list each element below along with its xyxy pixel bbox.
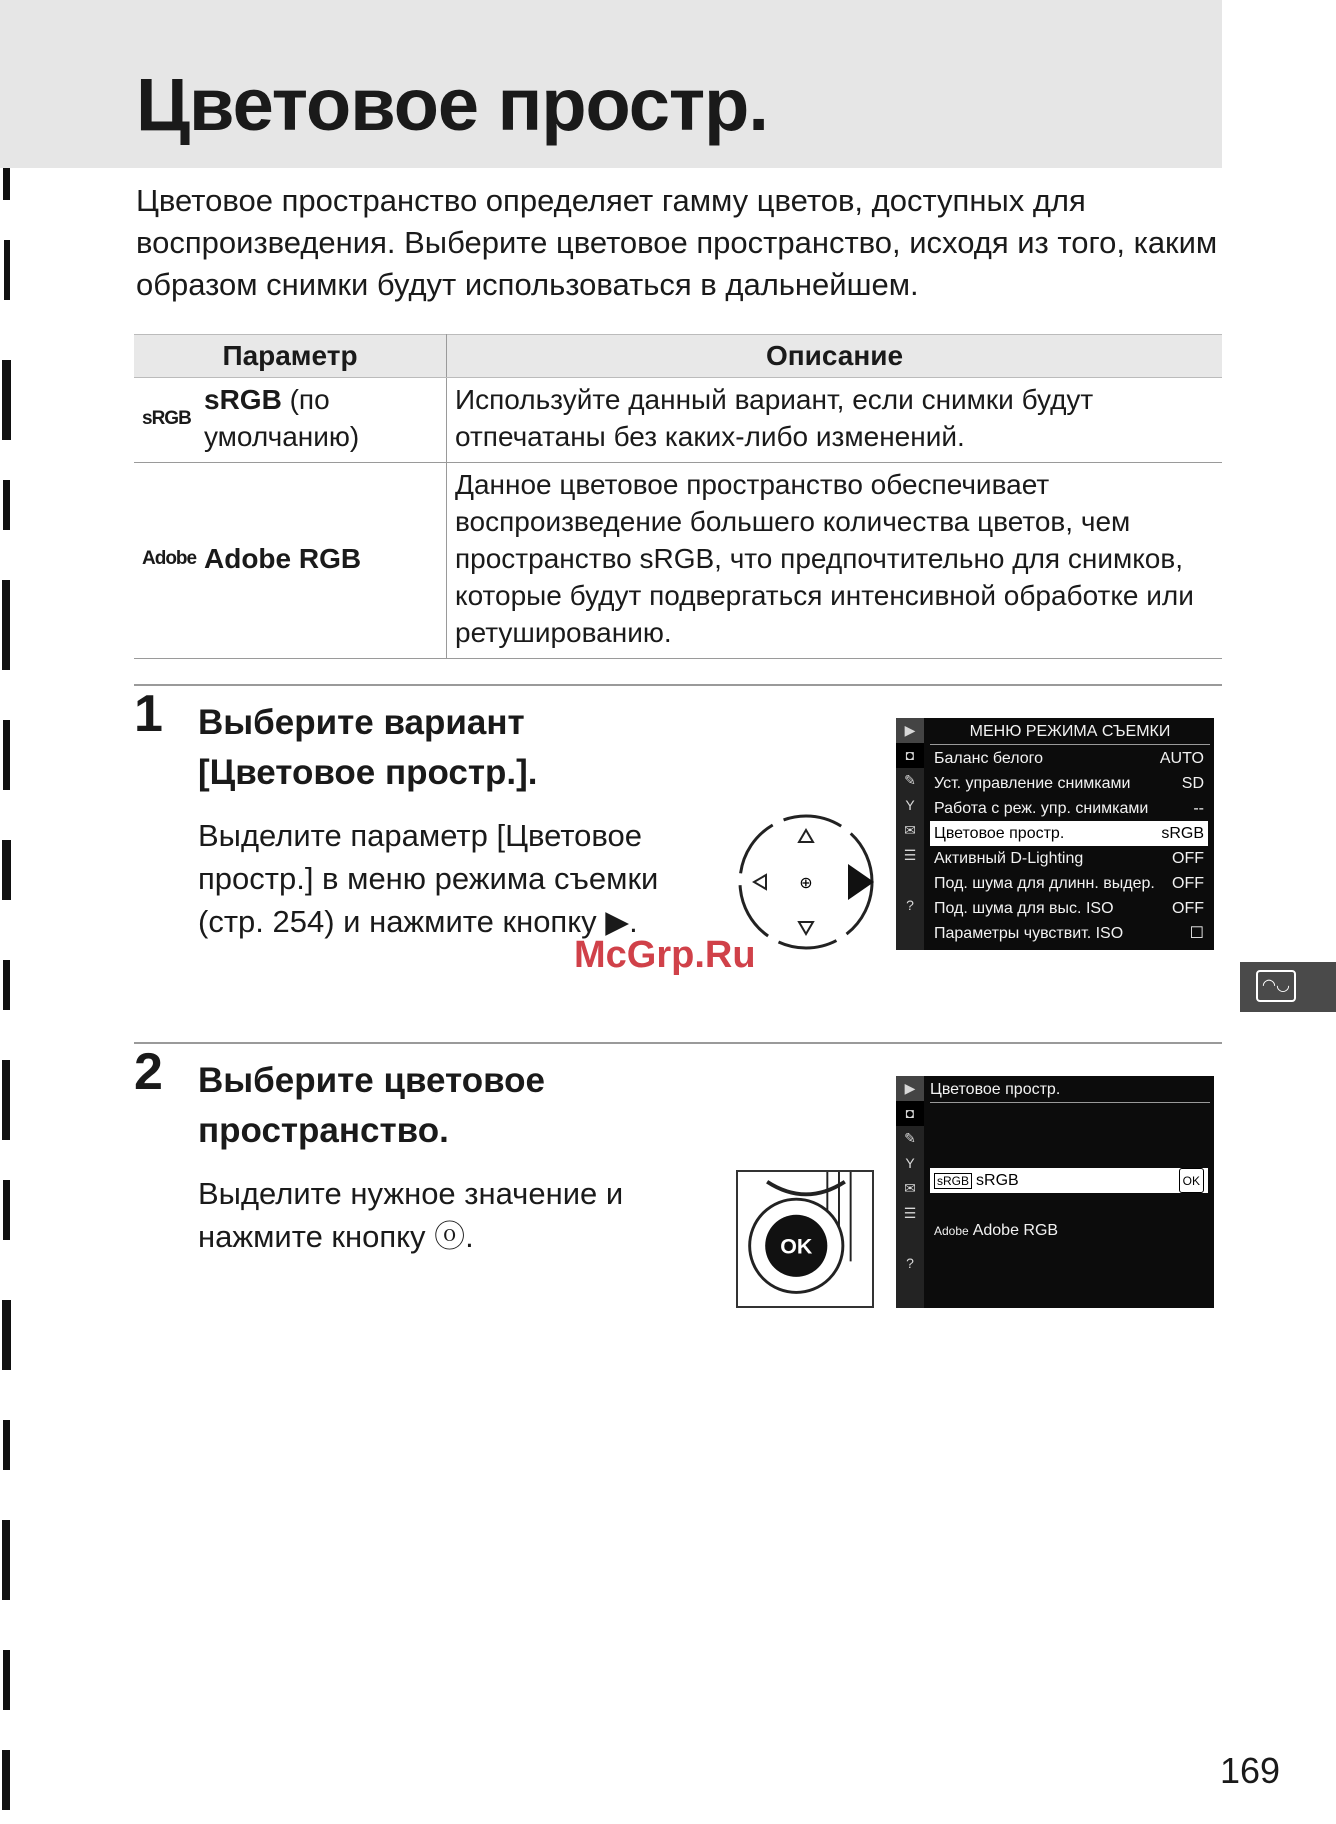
setup-tab-icon: Y [905,1155,915,1171]
menu-item-active-d-lighting: Активный D-Lighting OFF [934,850,1204,867]
step-2-number: 2 [134,1043,163,1101]
binding-spiral [0,0,22,1824]
menu-item-picture-control: Уст. управление снимками SD [934,775,1204,792]
custom-settings-tab-icon: ✎ [904,1130,916,1146]
shooting-menu-tab-icon: ◠◡ [1256,970,1296,1002]
ok-button-illustration [736,1170,874,1308]
menu-item-high-iso-nr: Под. шума для выс. ISO OFF [934,900,1204,917]
menu-item-color-space: Цветовое простр. sRGB [930,821,1208,846]
shooting-tab-icon: ◘ [896,743,924,768]
retouch-tab-icon: ✉ [904,1180,916,1196]
menu-item-white-balance: Баланс белого AUTO [934,750,1204,767]
my-menu-tab-icon: ☰ [903,847,917,863]
step-2-text: Выделите нужное значение и нажмите кнопку ⓞ. [198,1176,624,1254]
srgb-icon: sRGB [142,407,191,429]
divider [134,1042,1222,1044]
menu-item-manage-picture-control: Работа с реж. упр. снимками -- [934,800,1204,817]
retouch-tab-icon: ✉ [904,822,916,838]
option-description-srgb: Используйте данный вариант, если снимки будут отпечатаны без каких-либо изменений. [447,378,1223,463]
setup-tab-icon: Y [905,797,915,813]
camera-screen-shooting-menu [896,718,1214,950]
table-row [134,378,1222,463]
option-description-adobe-rgb: Данное цветовое пространство обеспечивает воспроизведение большего количества цветов, чем пространство sRGB, что предпочтительно для снимков, которые будут подвергаться интенсивной обработке или ретушированию. [447,463,1223,659]
table-header-parameter: Параметр [134,335,447,378]
section-tab [1240,962,1336,1012]
shooting-tab-icon: ◘ [896,1101,924,1126]
menu-tabs [896,1076,924,1308]
step-1-heading: Выберите вариант [Цветовое простр.]. [198,703,538,792]
adobe-icon: Adobe [142,548,197,569]
ok-label: OK [780,1234,813,1259]
empty-tab [896,1226,924,1251]
ok-icon: OK [1179,1168,1204,1193]
screen-title: Цветовое простр. [930,1078,1210,1103]
color-space-table [134,334,1222,659]
playback-tab-icon: ▶ [896,718,924,743]
screen-title: МЕНЮ РЕЖИМА СЪЕМКИ [930,720,1210,745]
camera-screen-color-space [896,1076,1214,1308]
table-header-description: Описание [447,335,1223,378]
help-icon: ? [906,1255,914,1271]
option-adobe-rgb: Adobe Adobe RGB [934,1222,1059,1239]
divider [134,684,1222,686]
multi-selector-icon [736,812,876,952]
option-name-adobe-rgb: Adobe RGB [204,543,362,574]
srgb-badge-icon: sRGB [934,1173,972,1189]
adobe-badge-icon: Adobe [934,1224,969,1238]
watermark: McGrp.Ru [574,934,756,976]
help-icon: ? [906,897,914,913]
step-2-heading: Выберите цветовое пространство. [198,1061,546,1150]
menu-item-iso-settings: Параметры чувствит. ISO ☐ [934,925,1204,942]
menu-tabs [896,718,924,950]
table-row [134,463,1222,659]
dial-center-icon: ⊕ [799,873,813,892]
custom-settings-tab-icon: ✎ [904,772,916,788]
page-number: 169 [1220,1750,1281,1791]
step-1-number: 1 [134,685,163,743]
intro-paragraph: Цветовое пространство определяет гамму цветов, доступных для воспроизведения. Выберите цветовое пространство, исходя из того, каким образом снимки будут использоваться в дальнейшем. [136,183,1218,302]
playback-tab-icon: ▶ [896,1076,924,1101]
my-menu-tab-icon: ☰ [903,1205,917,1221]
option-name-srgb: sRGB (по умолчанию) [204,384,360,452]
empty-tab [896,868,924,893]
step-1-text: Выделите параметр [Цветовое простр.] в меню режима съемки (стр. 254) и нажмите кнопку ▶. [198,818,659,939]
page-title: Цветовое простр. [136,63,768,146]
option-srgb: sRGB sRGB OK [930,1168,1208,1193]
menu-item-long-exposure-nr: Под. шума для длинн. выдер. OFF [934,875,1204,892]
